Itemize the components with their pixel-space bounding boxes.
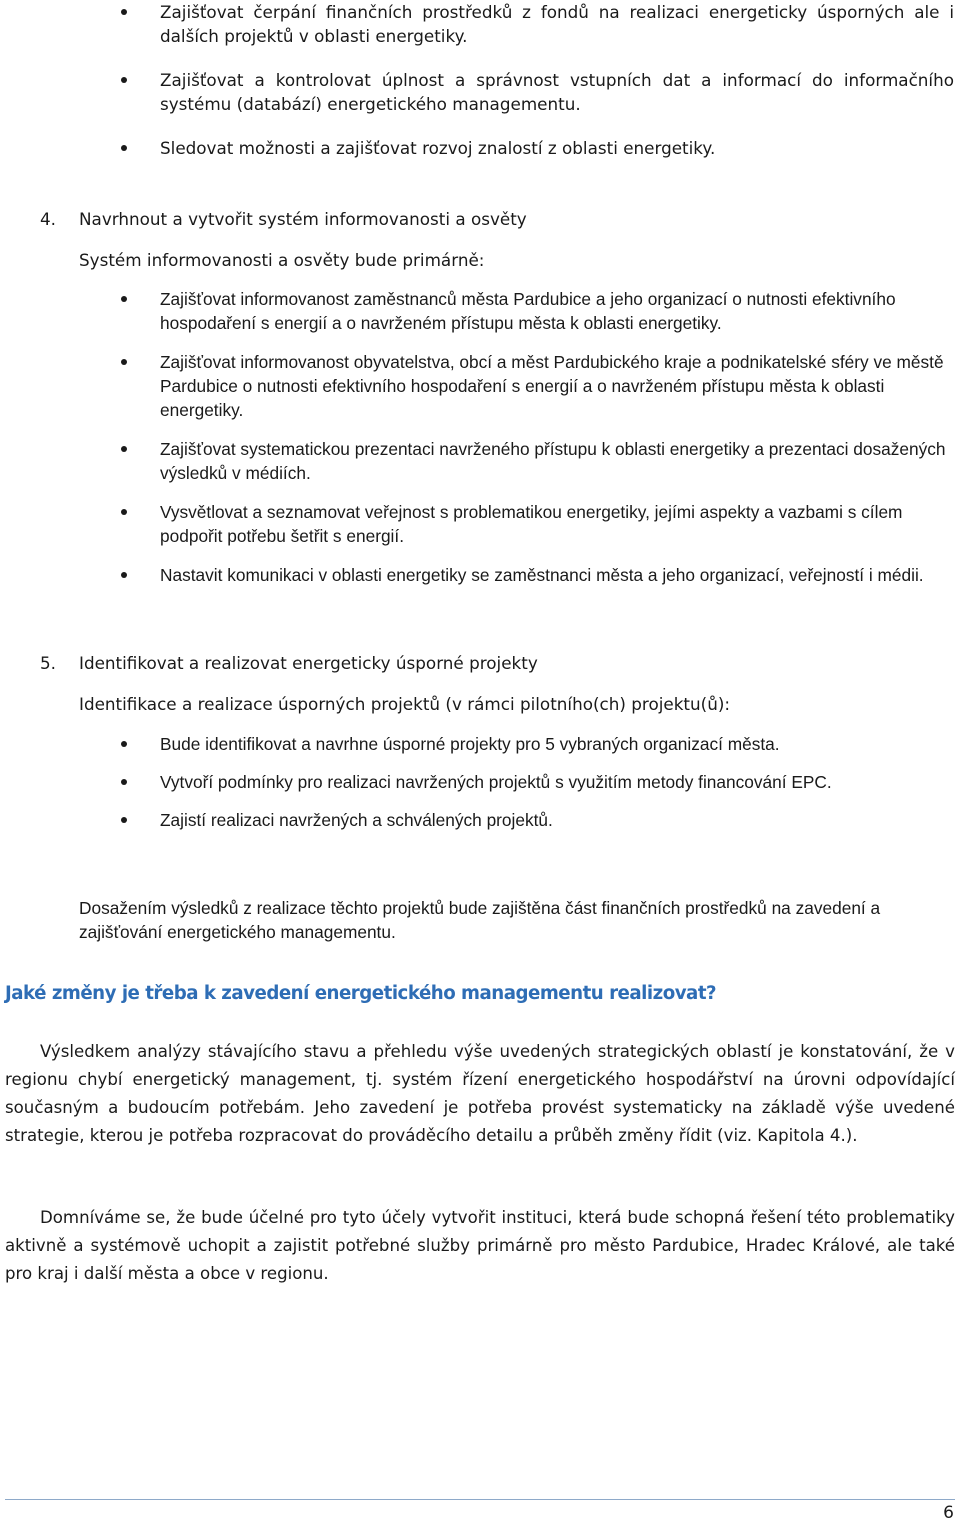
- list-item-text: Zajišťovat informovanost zaměstnanců města Pardubice a jeho organizací o nutnosti efektivního hospodaření s energií a o navrženém přístupu města k oblasti energetiky.: [160, 289, 896, 333]
- list-item: [0, 68, 960, 116]
- bullet-icon: [121, 9, 127, 15]
- bullet-icon: [121, 359, 127, 365]
- bullet-icon: [121, 572, 127, 578]
- list-item-text: Zajistí realizaci navržených a schválených projektů.: [160, 810, 553, 830]
- section-5-title: Identifikovat a realizovat energeticky úsporné projekty: [79, 653, 538, 673]
- list-item: [0, 350, 960, 422]
- section-heading: Jaké změny je třeba k zavedení energetického managementu realizovat?: [5, 983, 717, 1004]
- section-5-intro: Identifikace a realizace úsporných projektů (v rámci pilotního(ch) projektu(ů):: [79, 694, 731, 714]
- paragraph: [5, 1204, 955, 1288]
- bullet-icon: [121, 446, 127, 452]
- list-item: [0, 287, 960, 335]
- footer-divider: [5, 1499, 955, 1500]
- list-item-text: Zajišťovat informovanost obyvatelstva, obcí a měst Pardubického kraje a podnikatelské sféry ve městě Pardubice o nutnosti efektivního hospodaření s energií a o navrženém přístupu města k oblasti energetiky.: [160, 352, 944, 420]
- list-item: [0, 437, 960, 485]
- list-item: [0, 808, 960, 832]
- list-item: [0, 563, 960, 587]
- list-item: [0, 770, 960, 794]
- paragraph: [5, 1038, 955, 1150]
- list-item-text: Vytvoří podmínky pro realizaci navržených projektů s využitím metody financování EPC.: [160, 772, 832, 792]
- list-item-text: Nastavit komunikaci v oblasti energetiky se zaměstnanci města a jeho organizací, veřejností i médii.: [160, 565, 924, 585]
- list-item-text: Vysvětlovat a seznamovat veřejnost s problematikou energetiky, jejími aspekty a vazbami s cílem podpořit potřebu šetřit s energií.: [160, 502, 903, 546]
- bullet-icon: [121, 509, 127, 515]
- list-item: [0, 0, 960, 48]
- bullet-icon: [121, 741, 127, 747]
- list-item: [0, 732, 960, 756]
- bullet-icon: [121, 296, 127, 302]
- paragraph-text: Domníváme se, že bude účelné pro tyto účely vytvořit instituci, která bude schopná řešení této problematiky aktivně a systémově uchopit a zajistit potřebné služby primárně pro město Pardubice, Hradec Králové, ale také pro kraj i další města a obce v regionu.: [5, 1208, 955, 1283]
- section-5-list: [0, 732, 960, 832]
- section-4-number: 4.: [40, 209, 57, 229]
- paragraph-text: Výsledkem analýzy stávajícího stavu a přehledu výše uvedených strategických oblastí je konstatování, že v regionu chybí energetický management, tj. systém řízení energetického hospodářství na úrovni odpovídající současným a budoucím potřebám. Jeho zavedení je potřeba provést systematicky na základě výše uvedené strategie, kterou je potřeba rozpracovat do prováděcího detailu a průběh změny řídit (viz. Kapitola 4.).: [5, 1042, 955, 1145]
- section-4-intro: Systém informovanosti a osvěty bude primárně:: [79, 250, 485, 270]
- page-number: 6: [943, 1503, 954, 1523]
- bullet-icon: [121, 77, 127, 83]
- list-item-text: Zajišťovat a kontrolovat úplnost a správnost vstupních dat a informací do informačního systému (databází) energetického managementu.: [160, 70, 954, 114]
- list-item: [0, 500, 960, 548]
- list-item-text: Bude identifikovat a navrhne úsporné projekty pro 5 vybraných organizací města.: [160, 734, 780, 754]
- bullet-icon: [121, 817, 127, 823]
- section-5-number: 5.: [40, 653, 57, 673]
- bullet-icon: [121, 145, 127, 151]
- top-bullet-list: [0, 0, 960, 160]
- section-5-conclusion: Dosažením výsledků z realizace těchto projektů bude zajištěna část finančních prostředků na zavedení a zajišťování energetického managementu.: [79, 898, 881, 942]
- section-4-list: [0, 287, 960, 587]
- list-item: [0, 136, 960, 160]
- list-item-text: Zajišťovat systematickou prezentaci navrženého přístupu k oblasti energetiky a prezentaci dosažených výsledků v médiích.: [160, 439, 946, 483]
- list-item-text: Sledovat možnosti a zajišťovat rozvoj znalostí z oblasti energetiky.: [160, 138, 716, 158]
- bullet-icon: [121, 779, 127, 785]
- list-item-text: Zajišťovat čerpání finančních prostředků z fondů na realizaci energeticky úsporných ale i dalších projektů v oblasti energetiky.: [160, 2, 954, 46]
- section-4-title: Navrhnout a vytvořit systém informovanosti a osvěty: [79, 209, 527, 229]
